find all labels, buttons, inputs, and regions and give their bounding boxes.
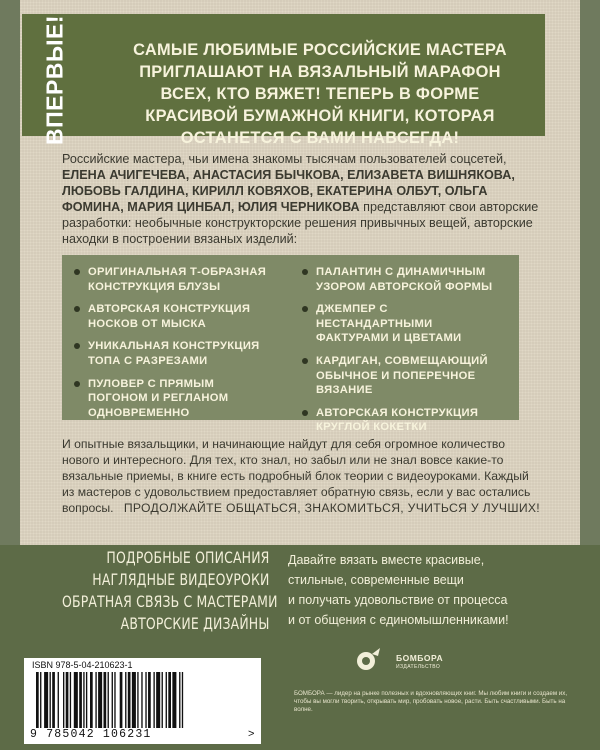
feature-item <box>74 339 274 368</box>
bullet-dot-icon <box>302 269 308 275</box>
intro-lead: Российские мастера, чьи имена знакомы тысячам пользователей соцсетей, <box>62 152 507 166</box>
publisher-description: БОМБОРА — лидер на рынке полезных и вдохновляющих книг. Мы любим книги и создаем их, чтобы вы могли творить, открывать мир, пробовать новое, расти. Быть счастливыми. Быть на волне. <box>294 690 568 713</box>
feature-label: ОРИГИНАЛЬНАЯ Т-ОБРАЗНАЯ КОНСТРУКЦИЯ БЛУЗЫ <box>88 266 267 293</box>
vertical-headline <box>40 15 70 145</box>
features-left-column <box>74 265 274 428</box>
feature-label: ПАЛАНТИН С ДИНАМИЧНЫМ УЗОРОМ АВТОРСКОЙ ФОРМЫ <box>316 266 493 293</box>
benefits-list <box>0 547 282 635</box>
bullet-dot-icon <box>74 269 80 275</box>
author-names: ЕЛЕНА АЧИГЕЧЕВА, АНАСТАСИЯ БЫЧКОВА, ЕЛИЗАВЕТА ВИШНЯКОВА, ЛЮБОВЬ ГАЛДИНА, КИРИЛЛ КОВЯХОВ, ЕКАТЕРИНА ОЛБУТ, ОЛЬГА ФОМИНА, МАРИЯ ЦИНБАЛ, ЮЛИЯ ЧЕРНИКОВА <box>62 168 515 214</box>
headline-line: САМЫЕ ЛЮБИМЫЕ РОССИЙСКИЕ МАСТЕРА <box>133 41 507 59</box>
benefit-item: АВТОРСКИЕ ДИЗАЙНЫ <box>120 614 270 633</box>
benefit-item: ОБРАТНАЯ СВЯЗЬ С МАСТЕРАМИ <box>62 592 278 611</box>
headline-line: ВСЕХ, КТО ВЯЖЕТ! ТЕПЕРЬ В ФОРМЕ <box>160 85 480 103</box>
invite-line: стильные, современные вещи <box>288 573 464 587</box>
bullet-dot-icon <box>302 358 308 364</box>
bullet-dot-icon <box>74 381 80 387</box>
features-box <box>62 255 519 434</box>
feature-item <box>74 265 274 294</box>
invite-line: Давайте вязать вместе красивые, <box>288 553 485 567</box>
feature-item <box>74 377 274 421</box>
bombora-logo-icon <box>352 646 392 676</box>
closing-line: ПРОДОЛЖАЙТЕ ОБЩАТЬСЯ, ЗНАКОМИТЬСЯ, УЧИТЬСЯ У ЛУЧШИХ! <box>123 501 540 515</box>
intro-paragraph <box>62 151 542 247</box>
barcode-arrow: > <box>248 728 255 740</box>
headline-line: КРАСИВОЙ БУМАЖНОЙ КНИГИ, КОТОРАЯ <box>145 107 495 125</box>
publisher-subtitle: ИЗДАТЕЛЬСТВО <box>396 664 441 670</box>
publisher-name: БОМБОРА <box>396 653 444 663</box>
feature-label: АВТОРСКАЯ КОНСТРУКЦИЯ КРУГЛОЙ КОКЕТКИ <box>316 406 479 434</box>
feature-label: УНИКАЛЬНАЯ КОНСТРУКЦИЯ ТОПА С РАЗРЕЗАМИ <box>88 340 260 367</box>
benefit-item: ПОДРОБНЫЕ ОПИСАНИЯ <box>106 548 270 567</box>
barcode-icon <box>32 672 242 730</box>
feature-label: КАРДИГАН, СОВМЕЩАЮЩИЙ ОБЫЧНОЕ И ПОПЕРЕЧНОЕ ВЯЗАНИЕ <box>316 354 488 397</box>
right-edge-strip <box>580 0 600 545</box>
vertical-headline-text: ВПЕРВЫЕ! <box>41 15 68 145</box>
headline-text <box>95 39 545 149</box>
feature-label: ДЖЕМПЕР С НЕСТАНДАРТНЫМИ ФАКТУРАМИ И ЦВЕТАМИ <box>316 303 462 345</box>
bullet-dot-icon <box>74 343 80 349</box>
barcode-digits: 9 785042 106231 <box>30 728 152 741</box>
invite-line: и получать удовольствие от процесса <box>288 593 508 607</box>
bullet-dot-icon <box>302 306 308 312</box>
headline-line: ОСТАНЕТСЯ С ВАМИ НАВСЕГДА! <box>180 129 460 147</box>
bullet-dot-icon <box>74 306 80 312</box>
invite-text <box>288 550 582 630</box>
feature-item <box>302 302 502 346</box>
feature-item <box>74 302 274 331</box>
feature-item <box>302 406 502 435</box>
description-paragraph: И опытные вязальщики, и начинающие найдут для себя огромное количество нового и интересного. Для тех, кто знал, но забыл или не знал вовсе какие-то вязальные приемы, в книге есть подробный блок теории с видеоуроками. Каждый из мастеров с удовольствием предоставляет обратную связь, если у вас остались вопросы. <box>62 437 531 515</box>
benefit-item: НАГЛЯДНЫЕ ВИДЕОУРОКИ <box>92 570 270 589</box>
bullet-dot-icon <box>302 410 308 416</box>
feature-label: ПУЛОВЕР С ПРЯМЫМ ПОГОНОМ И РЕГЛАНОМ ОДНОВРЕМЕННО <box>88 377 229 419</box>
features-right-column <box>302 265 502 443</box>
intro-tail: представляют свои авторские разработки: необычные конструкторские решения привычных вещей, авторские находки в построении вязаных изделий: <box>62 200 539 246</box>
headline-line: ПРИГЛАШАЮТ НА ВЯЗАЛЬНЫЙ МАРАФОН <box>139 63 501 81</box>
isbn-label: ISBN 978-5-04-210623-1 <box>32 660 133 670</box>
feature-item <box>302 265 502 294</box>
invite-line: и от общения с единомышленниками! <box>288 613 509 627</box>
left-edge-strip <box>0 0 20 545</box>
feature-item <box>302 354 502 398</box>
feature-label: АВТОРСКАЯ КОНСТРУКЦИЯ НОСКОВ ОТ МЫСКА <box>88 303 251 330</box>
isbn-barcode-box <box>24 658 261 744</box>
